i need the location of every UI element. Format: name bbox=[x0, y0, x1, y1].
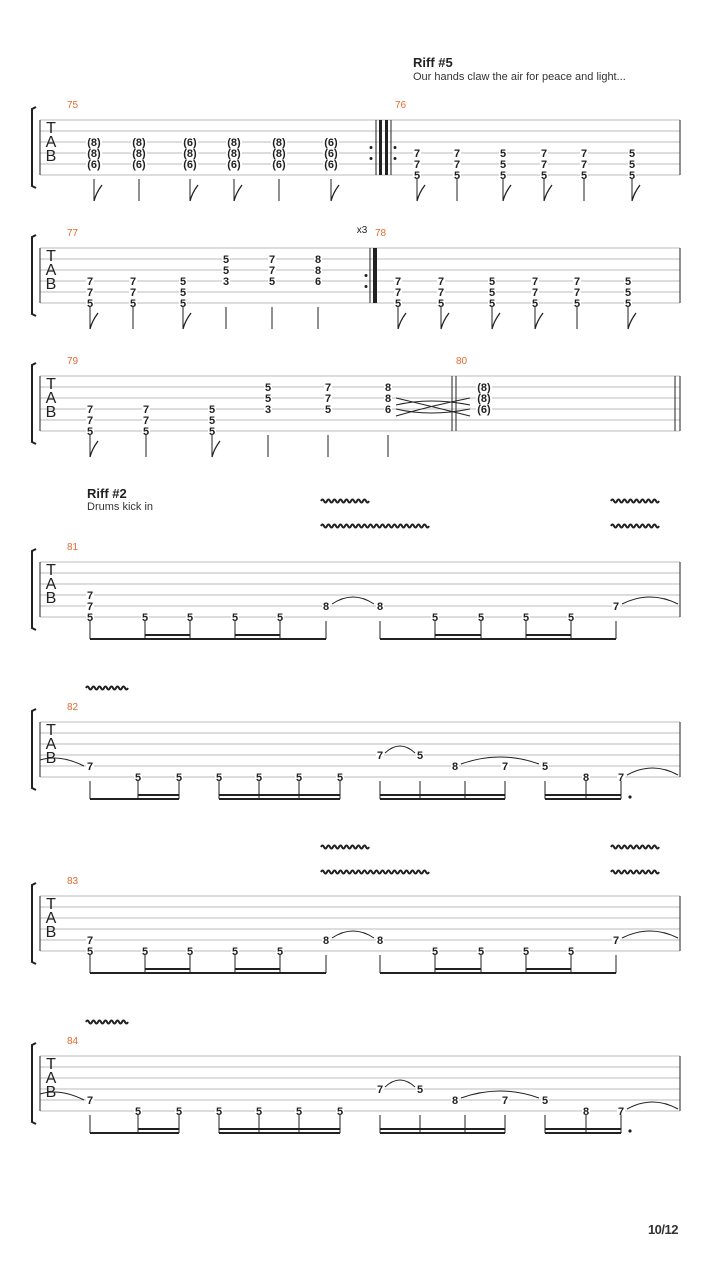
fret-number: (8) bbox=[227, 148, 241, 160]
staff-bracket bbox=[32, 1043, 36, 1124]
vibrato-mark bbox=[611, 500, 659, 503]
fret-number: 5 bbox=[488, 298, 496, 310]
note-flag bbox=[90, 313, 98, 329]
tab-clef-letter: A bbox=[45, 736, 57, 753]
fret-number: (6) bbox=[272, 159, 286, 171]
fret-number: 8 bbox=[376, 935, 384, 947]
fret-number: 6 bbox=[384, 404, 392, 416]
repeat-dot bbox=[394, 157, 397, 160]
fret-number: 7 bbox=[501, 1095, 509, 1107]
measure-number: 83 bbox=[67, 876, 79, 887]
tab-clef-letter: B bbox=[45, 276, 57, 293]
fret-number: 8 bbox=[451, 761, 459, 773]
fret-number: 5 bbox=[477, 946, 485, 958]
fret-number: 5 bbox=[141, 946, 149, 958]
fret-number: 5 bbox=[541, 761, 549, 773]
fret-number: 7 bbox=[86, 415, 94, 427]
repeat-dot bbox=[365, 274, 368, 277]
fret-number: (6) bbox=[132, 159, 146, 171]
repeat-barline bbox=[385, 120, 388, 175]
fret-number: 7 bbox=[573, 276, 581, 288]
fret-number: 5 bbox=[453, 170, 461, 182]
section-title-riff5: Riff #5 bbox=[413, 55, 453, 70]
fret-number: 8 bbox=[384, 382, 392, 394]
tab-clef-letter: T bbox=[46, 248, 56, 265]
fret-number: 5 bbox=[416, 750, 424, 762]
tab-clef-letter: T bbox=[46, 120, 56, 137]
fret-number: (8) bbox=[477, 382, 491, 394]
fret-number: 8 bbox=[314, 265, 322, 277]
fret-number: 7 bbox=[437, 276, 445, 288]
staff-bracket bbox=[32, 549, 36, 630]
fret-number: 5 bbox=[186, 946, 194, 958]
fret-number: (6) bbox=[324, 148, 338, 160]
fret-number: 5 bbox=[573, 298, 581, 310]
fret-number: 8 bbox=[384, 393, 392, 405]
fret-number: (8) bbox=[272, 148, 286, 160]
fret-number: (8) bbox=[227, 137, 241, 149]
fret-number: 5 bbox=[437, 298, 445, 310]
fret-number: 7 bbox=[142, 404, 150, 416]
fret-number: 8 bbox=[451, 1095, 459, 1107]
measure-number: 75 bbox=[67, 100, 79, 111]
fret-number: 7 bbox=[612, 601, 620, 613]
fret-number: 5 bbox=[295, 1106, 303, 1118]
section-title-riff2: Riff #2 bbox=[87, 486, 127, 501]
fret-number: 7 bbox=[540, 148, 548, 160]
tie-arc bbox=[627, 1102, 678, 1109]
fret-number: 7 bbox=[129, 287, 137, 299]
fret-number: (8) bbox=[132, 137, 146, 149]
fret-number: 7 bbox=[86, 761, 94, 773]
fret-number: 7 bbox=[531, 287, 539, 299]
fret-number: 7 bbox=[394, 287, 402, 299]
fret-number: 5 bbox=[276, 946, 284, 958]
fret-number: 5 bbox=[179, 287, 187, 299]
fret-number: 5 bbox=[134, 1106, 142, 1118]
fret-number: 7 bbox=[580, 148, 588, 160]
note-flag bbox=[544, 185, 552, 201]
tab-clef-letter: B bbox=[45, 404, 57, 421]
fret-number: 8 bbox=[322, 601, 330, 613]
section-subtitle-riff5: Our hands claw the air for peace and light... bbox=[413, 71, 626, 83]
note-flag bbox=[632, 185, 640, 201]
tab-clef-letter: A bbox=[45, 1070, 57, 1087]
measure-number: 78 bbox=[375, 228, 387, 239]
note-flag bbox=[94, 185, 102, 201]
note-flag bbox=[212, 441, 220, 457]
measure-number: 77 bbox=[67, 228, 79, 239]
fret-number: 7 bbox=[376, 750, 384, 762]
dot bbox=[628, 795, 631, 798]
fret-number: 6 bbox=[314, 276, 322, 288]
fret-number: (6) bbox=[87, 159, 101, 171]
tab-clef-letter: B bbox=[45, 924, 57, 941]
vibrato-mark bbox=[321, 525, 429, 528]
repeat-barline bbox=[379, 120, 382, 175]
section-subtitle-riff2: Drums kick in bbox=[87, 501, 154, 513]
fret-number: 7 bbox=[573, 287, 581, 299]
vibrato-mark bbox=[86, 1021, 128, 1024]
note-flag bbox=[441, 313, 449, 329]
tie-arc bbox=[622, 931, 678, 938]
fret-number: 7 bbox=[324, 382, 332, 394]
tie-arc bbox=[385, 746, 415, 753]
fret-number: 7 bbox=[86, 404, 94, 416]
fret-number: 7 bbox=[617, 772, 625, 784]
fret-number: 7 bbox=[86, 276, 94, 288]
fret-number: 7 bbox=[453, 159, 461, 171]
fret-number: 5 bbox=[215, 1106, 223, 1118]
fret-number: 7 bbox=[501, 761, 509, 773]
fret-number: 5 bbox=[264, 382, 272, 394]
fret-number: 5 bbox=[208, 426, 216, 438]
tab-clef-letter: A bbox=[45, 134, 57, 151]
note-flag bbox=[492, 313, 500, 329]
fret-number: 5 bbox=[255, 772, 263, 784]
fret-number: 5 bbox=[431, 612, 439, 624]
tab-clef-letter: T bbox=[46, 562, 56, 579]
fret-number: 5 bbox=[215, 772, 223, 784]
repeat-count-label: x3 bbox=[356, 225, 368, 236]
note-flag bbox=[628, 313, 636, 329]
fret-number: 5 bbox=[477, 612, 485, 624]
fret-number: 8 bbox=[322, 935, 330, 947]
fret-number: 5 bbox=[179, 276, 187, 288]
fret-number: (8) bbox=[183, 148, 197, 160]
fret-number: 7 bbox=[612, 935, 620, 947]
fret-number: 5 bbox=[628, 148, 636, 160]
fret-number: 5 bbox=[276, 612, 284, 624]
fret-number: 7 bbox=[580, 159, 588, 171]
tab-clef-letter: B bbox=[45, 148, 57, 165]
tie-arc bbox=[461, 757, 539, 764]
fret-number: 5 bbox=[522, 946, 530, 958]
fret-number: 5 bbox=[580, 170, 588, 182]
measure-number: 84 bbox=[67, 1036, 79, 1047]
vibrato-mark bbox=[611, 871, 659, 874]
fret-number: 5 bbox=[531, 298, 539, 310]
fret-number: (8) bbox=[87, 148, 101, 160]
note-flag bbox=[90, 441, 98, 457]
fret-number: 7 bbox=[437, 287, 445, 299]
fret-number: (8) bbox=[87, 137, 101, 149]
fret-number: 7 bbox=[531, 276, 539, 288]
fret-number: 7 bbox=[413, 159, 421, 171]
fret-number: (8) bbox=[272, 137, 286, 149]
fret-number: 8 bbox=[582, 1106, 590, 1118]
page-number: 10/12 bbox=[647, 1222, 678, 1237]
staff-bracket bbox=[32, 363, 36, 444]
note-flag bbox=[535, 313, 543, 329]
fret-number: 5 bbox=[129, 298, 137, 310]
fret-number: 7 bbox=[268, 254, 276, 266]
fret-number: 5 bbox=[179, 298, 187, 310]
repeat-dot bbox=[365, 285, 368, 288]
slide-line bbox=[396, 401, 470, 405]
note-flag bbox=[234, 185, 242, 201]
fret-number: 5 bbox=[86, 426, 94, 438]
tab-clef-letter: B bbox=[45, 750, 57, 767]
tie-arc bbox=[332, 931, 374, 938]
fret-number: 5 bbox=[295, 772, 303, 784]
fret-number: (6) bbox=[324, 137, 338, 149]
fret-number: 5 bbox=[628, 170, 636, 182]
vibrato-mark bbox=[321, 846, 369, 849]
tab-clef-letter: A bbox=[45, 910, 57, 927]
note-flag bbox=[183, 313, 191, 329]
fret-number: (6) bbox=[183, 137, 197, 149]
fret-number: 5 bbox=[255, 1106, 263, 1118]
vibrato-mark bbox=[611, 846, 659, 849]
note-flag bbox=[331, 185, 339, 201]
tie-arc bbox=[461, 1091, 539, 1098]
fret-number: 5 bbox=[222, 254, 230, 266]
tab-clef-letter: T bbox=[46, 896, 56, 913]
fret-number: 5 bbox=[231, 946, 239, 958]
fret-number: 5 bbox=[488, 287, 496, 299]
fret-number: 5 bbox=[86, 298, 94, 310]
fret-number: 5 bbox=[541, 1095, 549, 1107]
fret-number: 8 bbox=[376, 601, 384, 613]
repeat-dot bbox=[394, 146, 397, 149]
fret-number: 7 bbox=[268, 265, 276, 277]
fret-number: 5 bbox=[86, 946, 94, 958]
vibrato-mark bbox=[321, 500, 369, 503]
fret-number: 5 bbox=[208, 404, 216, 416]
fret-number: 5 bbox=[624, 276, 632, 288]
fret-number: 5 bbox=[141, 612, 149, 624]
fret-number: 5 bbox=[624, 287, 632, 299]
fret-number: 5 bbox=[628, 159, 636, 171]
tie-arc bbox=[385, 1080, 415, 1087]
measure-number: 82 bbox=[67, 702, 79, 713]
fret-number: (8) bbox=[477, 393, 491, 405]
measure-number: 80 bbox=[456, 356, 468, 367]
fret-number: 5 bbox=[142, 426, 150, 438]
fret-number: 8 bbox=[582, 772, 590, 784]
fret-number: 7 bbox=[394, 276, 402, 288]
vibrato-mark bbox=[321, 871, 429, 874]
fret-number: 7 bbox=[129, 276, 137, 288]
fret-number: 7 bbox=[86, 601, 94, 613]
fret-number: 5 bbox=[134, 772, 142, 784]
staff-bracket bbox=[32, 883, 36, 964]
note-flag bbox=[398, 313, 406, 329]
tie-arc bbox=[332, 597, 374, 604]
fret-number: 7 bbox=[86, 935, 94, 947]
fret-number: 5 bbox=[567, 946, 575, 958]
staff-bracket bbox=[32, 235, 36, 316]
tab-clef-letter: A bbox=[45, 390, 57, 407]
measure-number: 81 bbox=[67, 542, 79, 553]
fret-number: 5 bbox=[488, 276, 496, 288]
note-flag bbox=[190, 185, 198, 201]
tab-clef-letter: A bbox=[45, 576, 57, 593]
fret-number: (6) bbox=[477, 404, 491, 416]
fret-number: 5 bbox=[336, 1106, 344, 1118]
tab-clef-letter: A bbox=[45, 262, 57, 279]
tab-clef-letter: T bbox=[46, 376, 56, 393]
fret-number: 7 bbox=[617, 1106, 625, 1118]
repeat-dot bbox=[370, 146, 373, 149]
tab-clef-letter: B bbox=[45, 590, 57, 607]
fret-number: 5 bbox=[540, 170, 548, 182]
fret-number: 5 bbox=[394, 298, 402, 310]
fret-number: 5 bbox=[499, 159, 507, 171]
fret-number: (6) bbox=[183, 159, 197, 171]
fret-number: 8 bbox=[314, 254, 322, 266]
fret-number: 5 bbox=[413, 170, 421, 182]
fret-number: 7 bbox=[86, 1095, 94, 1107]
fret-number: 5 bbox=[499, 170, 507, 182]
tab-clef-letter: T bbox=[46, 1056, 56, 1073]
fret-number: 5 bbox=[231, 612, 239, 624]
fret-number: 5 bbox=[268, 276, 276, 288]
dot bbox=[628, 1129, 631, 1132]
fret-number: 5 bbox=[175, 1106, 183, 1118]
fret-number: 5 bbox=[186, 612, 194, 624]
fret-number: (8) bbox=[132, 148, 146, 160]
fret-number: 5 bbox=[208, 415, 216, 427]
fret-number: 7 bbox=[540, 159, 548, 171]
vibrato-mark bbox=[86, 687, 128, 690]
fret-number: (6) bbox=[324, 159, 338, 171]
tab-clef-letter: B bbox=[45, 1084, 57, 1101]
fret-number: 5 bbox=[324, 404, 332, 416]
measure-number: 76 bbox=[395, 100, 407, 111]
fret-number: 5 bbox=[624, 298, 632, 310]
vibrato-mark bbox=[611, 525, 659, 528]
fret-number: 7 bbox=[142, 415, 150, 427]
fret-number: 5 bbox=[86, 612, 94, 624]
fret-number: 5 bbox=[264, 393, 272, 405]
fret-number: 7 bbox=[453, 148, 461, 160]
fret-number: 5 bbox=[416, 1084, 424, 1096]
fret-number: 7 bbox=[413, 148, 421, 160]
fret-number: 5 bbox=[336, 772, 344, 784]
note-flag bbox=[503, 185, 511, 201]
fret-number: 3 bbox=[264, 404, 272, 416]
tie-arc bbox=[627, 768, 678, 775]
fret-number: 3 bbox=[222, 276, 230, 288]
tie-arc bbox=[622, 597, 678, 604]
tab-clef-letter: T bbox=[46, 722, 56, 739]
fret-number: 7 bbox=[86, 590, 94, 602]
repeat-barline bbox=[373, 248, 377, 303]
fret-number: 5 bbox=[499, 148, 507, 160]
measure-number: 79 bbox=[67, 356, 79, 367]
staff-bracket bbox=[32, 709, 36, 790]
staff-bracket bbox=[32, 107, 36, 188]
fret-number: (6) bbox=[227, 159, 241, 171]
fret-number: 5 bbox=[222, 265, 230, 277]
fret-number: 7 bbox=[324, 393, 332, 405]
fret-number: 5 bbox=[175, 772, 183, 784]
fret-number: 5 bbox=[431, 946, 439, 958]
repeat-dot bbox=[370, 157, 373, 160]
fret-number: 5 bbox=[522, 612, 530, 624]
fret-number: 7 bbox=[376, 1084, 384, 1096]
fret-number: 7 bbox=[86, 287, 94, 299]
fret-number: 5 bbox=[567, 612, 575, 624]
note-flag bbox=[417, 185, 425, 201]
